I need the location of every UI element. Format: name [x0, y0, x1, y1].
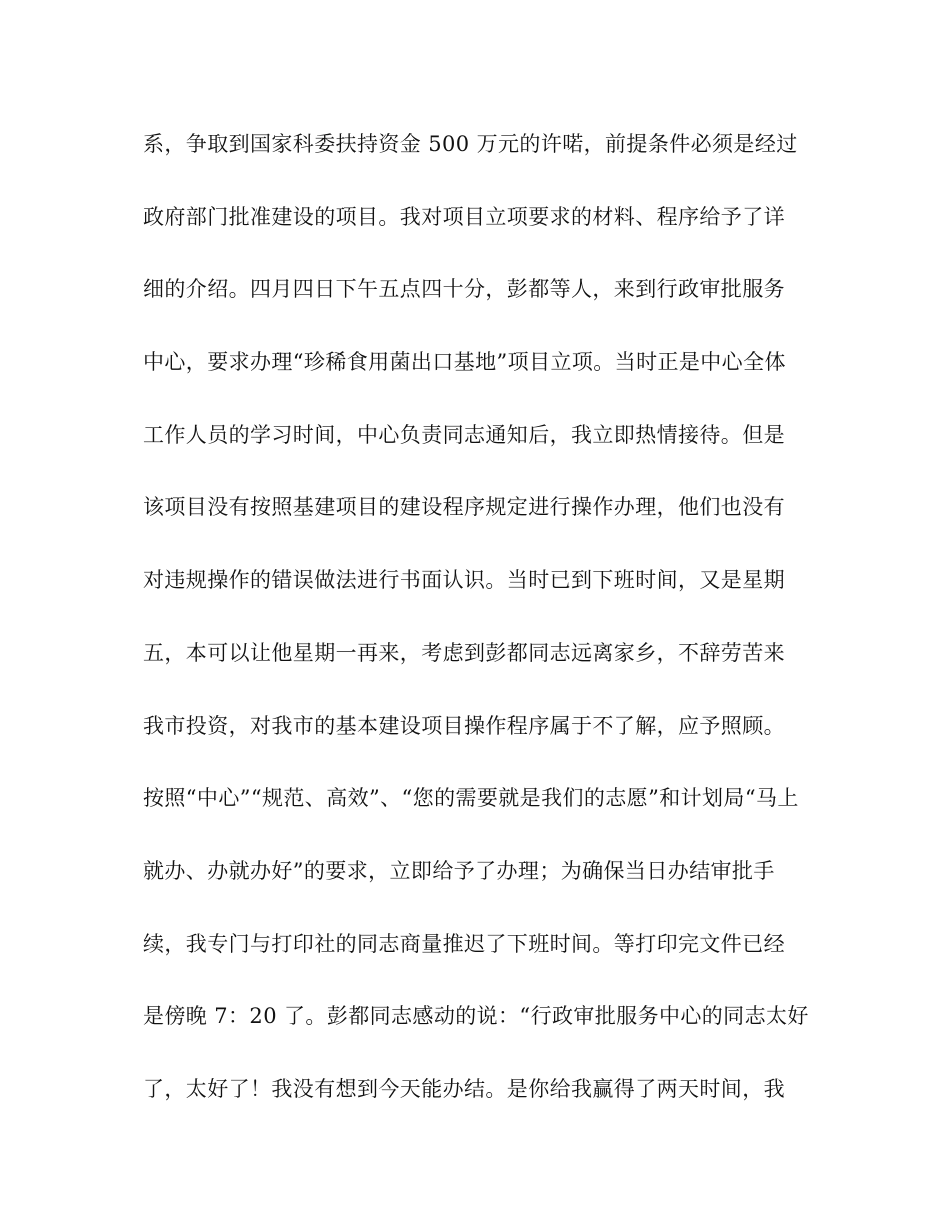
text-line: 该项目没有按照基建项目的建设程序规定进行操作办理，他们也没有 [143, 495, 785, 520]
body-text [143, 124, 823, 1142]
text-line: 五，本可以让他星期一再来，考虑到彭都同志远离家乡，不辞劳苦来 [143, 640, 785, 665]
text-line: 对违规操作的错误做法进行书面认识。当时已到下班时间，又是星期 [143, 568, 785, 593]
text-line: 续，我专门与打印社的同志商量推迟了下班时间。等打印完文件已经 [143, 931, 785, 956]
text-line: 按照“中心”“规范、高效”、“您的需要就是我们的志愿”和计划局“马上 [143, 786, 799, 811]
text-line: 细的介绍。四月四日下午五点四十分，彭都等人，来到行政审批服务 [143, 277, 785, 302]
text-line: 是傍晚 7：20 了。彭都同志感动的说：“行政审批服务中心的同志太好 [143, 1004, 809, 1029]
text-line: 就办、办就办好”的要求，立即给予了办理；为确保当日办结审批手 [143, 858, 775, 883]
text-line: 了，太好了！我没有想到今天能办结。是你给我赢得了两天时间，我 [143, 1076, 785, 1101]
text-line: 我市投资，对我市的基本建设项目操作程序属于不了解，应予照顾。 [143, 713, 785, 738]
text-line: 工作人员的学习时间，中心负责同志通知后，我立即热情接待。但是 [143, 422, 785, 447]
text-line: 中心，要求办理“珍稀食用菌出口基地”项目立项。当时正是中心全体 [143, 350, 786, 375]
text-line: 政府部门批准建设的项目。我对项目立项要求的材料、程序给予了详 [143, 204, 785, 229]
text-line: 系，争取到国家科委扶持资金 500 万元的许喏，前提条件必须是经过 [143, 132, 798, 156]
